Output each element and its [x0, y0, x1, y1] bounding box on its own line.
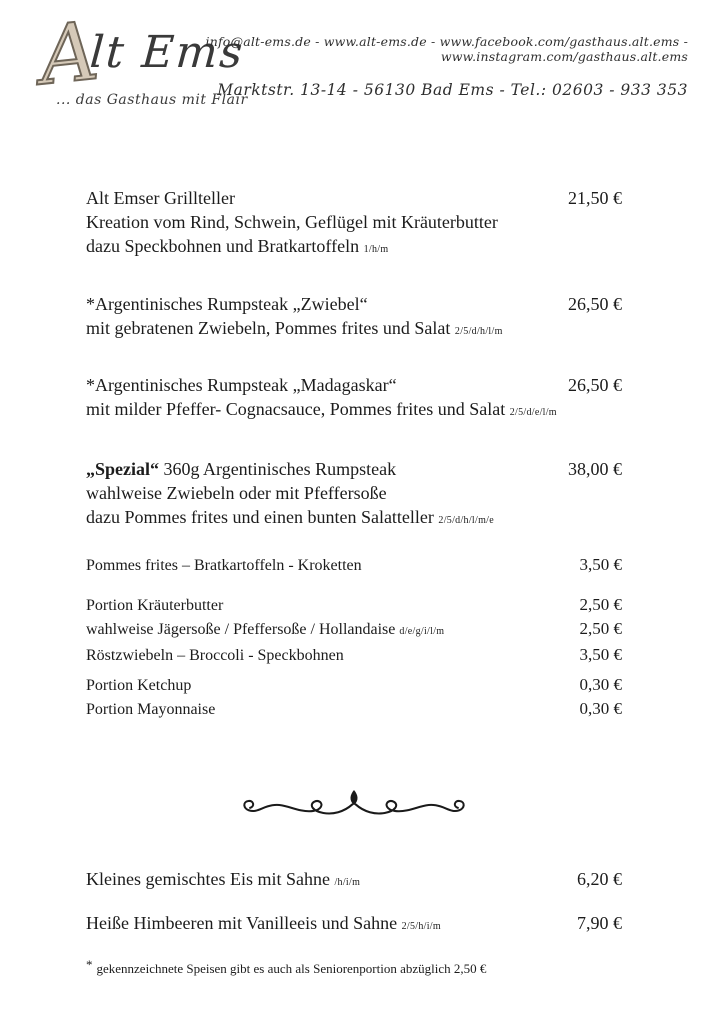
menu-item-rumpsteak-zwiebel — [86, 292, 622, 344]
menu-item-price: 26,50 € — [568, 294, 622, 314]
allergen-codes: d/e/g/i/l/m — [399, 626, 445, 637]
menu-content — [86, 186, 622, 977]
dessert-item-text: Heiße Himbeeren mit Vanilleeis und Sahne — [86, 913, 398, 933]
side-item-text: Pommes frites – Bratkartoffeln - Kroketten — [86, 557, 362, 574]
dessert-item-price: 6,20 € — [577, 869, 622, 889]
contact-block — [0, 34, 688, 99]
desc-text: Kreation vom Rind, Schwein, Geflügel mit Kräuterbutter — [86, 212, 498, 232]
side-item-saucen — [86, 618, 622, 644]
allergen-codes: /h/i/m — [334, 877, 361, 888]
dessert-item-price: 7,90 € — [577, 913, 622, 933]
menu-item-desc — [86, 316, 622, 344]
allergen-codes: 1/h/m — [363, 244, 389, 255]
allergen-codes: 2/5/h/i/m — [401, 921, 441, 932]
side-item-price: 3,50 € — [579, 645, 622, 664]
menu-item-price: 38,00 € — [568, 459, 622, 479]
side-item-ketchup — [86, 674, 622, 698]
side-item-text: Röstzwiebeln – Broccoli - Speckbohnen — [86, 647, 344, 664]
dessert-item-text: Kleines gemischtes Eis mit Sahne — [86, 869, 330, 889]
dessert-item-eis — [86, 867, 622, 895]
side-item-pommes — [86, 554, 622, 578]
side-item-price: 2,50 € — [579, 595, 622, 614]
menu-item-desc — [86, 481, 622, 505]
menu-item-desc — [86, 397, 622, 425]
side-item-mayonnaise — [86, 698, 622, 722]
menu-item-grillteller — [86, 186, 622, 262]
logo-text: lt Ems — [87, 27, 246, 78]
menu-item-title — [86, 186, 622, 210]
allergen-codes: 2/5/d/h/l/m — [454, 326, 503, 337]
side-item-text: Portion Ketchup — [86, 677, 192, 694]
allergen-codes: 2/5/d/h/l/m/e — [438, 515, 494, 526]
contact-web-line: info@alt-ems.de - www.alt-ems.de - www.facebook.com/gasthaus.alt.ems - www.instagram.com/gasthaus.alt.ems — [205, 34, 688, 64]
logo-tagline: ... das Gasthaus mit Flair — [56, 92, 248, 108]
flourish-divider — [239, 782, 469, 832]
side-item-text: wahlweise Jägersoße / Pfeffersoße / Hollandaise — [86, 621, 396, 638]
footnote-text: gekennzeichnete Speisen gibt es auch als Seniorenportion abzüglich 2,50 € — [96, 961, 487, 976]
desc-text: wahlweise Zwiebeln oder mit Pfeffersoße — [86, 483, 387, 503]
menu-item-spezial — [86, 457, 622, 533]
menu-item-price: 26,50 € — [568, 375, 622, 395]
side-item-kraeuterbutter — [86, 594, 622, 618]
allergen-codes: 2/5/d/e/l/m — [509, 407, 557, 418]
side-item-price: 0,30 € — [579, 675, 622, 694]
menu-item-desc — [86, 234, 622, 262]
menu-item-title-text: *Argentinisches Rumpsteak „Madagaskar“ — [86, 375, 397, 395]
menu-item-title — [86, 292, 622, 316]
menu-item-title-text: 360g Argentinisches Rumpsteak — [159, 459, 397, 479]
desc-text: mit gebratenen Zwiebeln, Pommes frites und Salat — [86, 318, 451, 338]
menu-item-title — [86, 457, 622, 481]
side-item-text: Portion Kräuterbutter — [86, 597, 224, 614]
contact-address-line: Marktstr. 13-14 - 56130 Bad Ems - Tel.: 02603 - 933 353 — [217, 81, 688, 99]
side-item-price: 2,50 € — [579, 619, 622, 638]
menu-item-title-text: Alt Emser Grillteller — [86, 188, 235, 208]
dessert-item-himbeeren — [86, 911, 622, 939]
logo-initial: A — [35, 4, 103, 103]
desc-text: dazu Speckbohnen und Bratkartoffeln — [86, 236, 360, 256]
side-item-price: 0,30 € — [579, 699, 622, 718]
menu-item-title — [86, 373, 622, 397]
menu-item-title-bold: „Spezial“ — [86, 459, 160, 479]
side-item-text: Portion Mayonnaise — [86, 701, 216, 718]
menu-item-desc — [86, 210, 622, 234]
side-item-roestzwiebeln — [86, 644, 622, 668]
side-item-price: 3,50 € — [579, 555, 622, 574]
menu-item-title-text: *Argentinisches Rumpsteak „Zwiebel“ — [86, 294, 368, 314]
desc-text: mit milder Pfeffer- Cognacsauce, Pommes frites und Salat — [86, 399, 506, 419]
menu-item-rumpsteak-madagaskar — [86, 373, 622, 425]
footnote-asterisk: * — [86, 957, 93, 972]
menu-item-desc — [86, 505, 622, 533]
menu-item-price: 21,50 € — [568, 188, 622, 208]
footnote — [86, 957, 622, 977]
desc-text: dazu Pommes frites und einen bunten Salatteller — [86, 507, 434, 527]
